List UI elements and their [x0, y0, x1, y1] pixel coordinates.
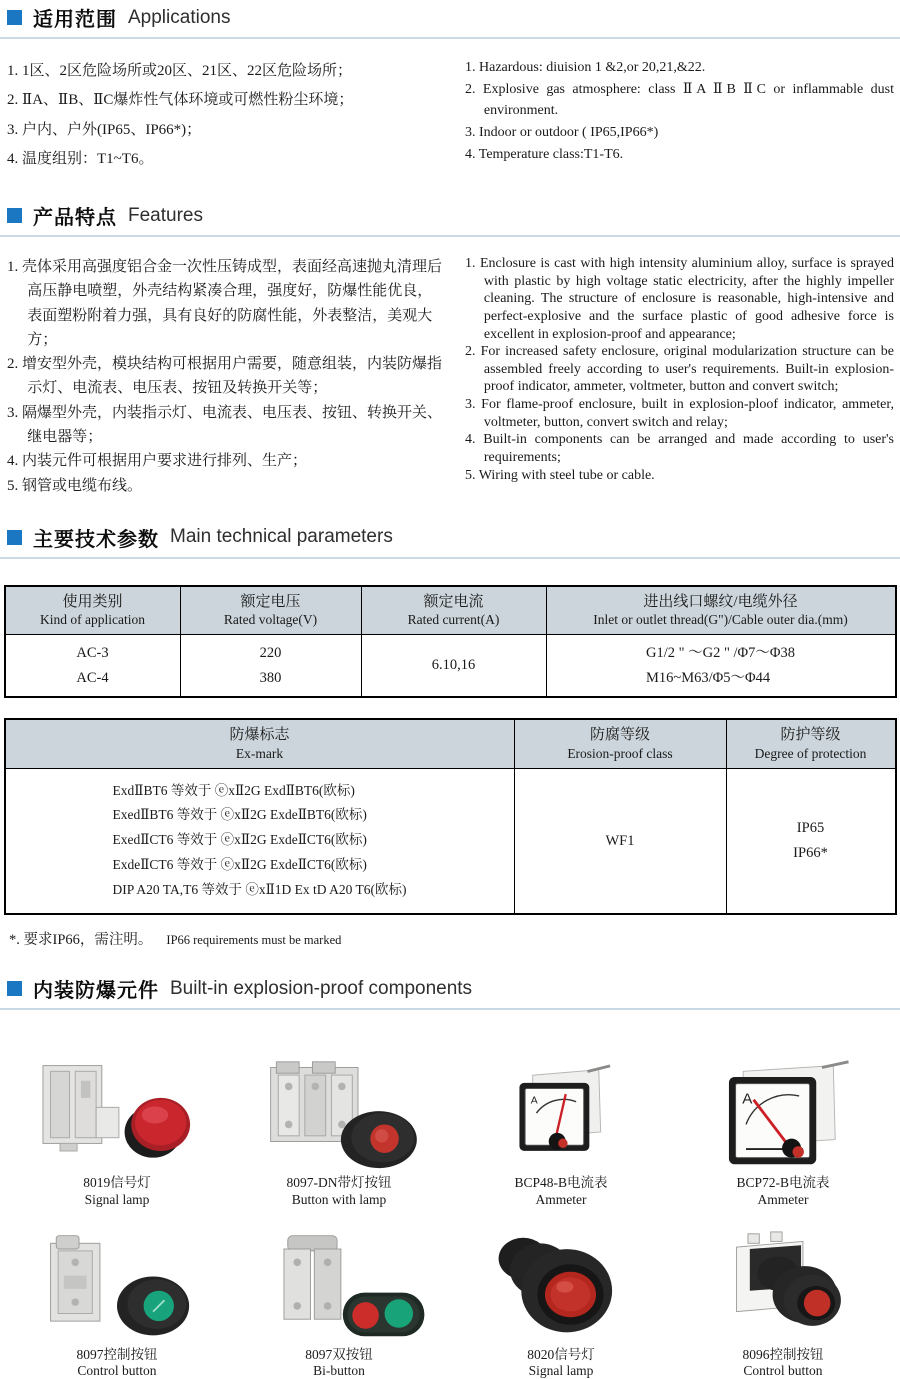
cell-value: AC-3 — [76, 645, 109, 662]
table-data-row — [5, 635, 896, 698]
list-item: 3. Indoor or outdoor ( IP65,IP66*) — [465, 125, 659, 141]
col-header-en: Rated current(A) — [407, 612, 500, 628]
features-list-en — [459, 255, 894, 498]
exmark-table-wrap — [0, 718, 900, 915]
col-header-en: Erosion-proof class — [567, 745, 673, 761]
product-name-zh: BCP72-B电流表 — [736, 1175, 830, 1191]
product-name-zh: 8019信号灯 — [83, 1175, 151, 1191]
product-name-en: Ammeter — [535, 1191, 587, 1207]
list-item: 2. Explosive gas atmosphere: class ⅡA ⅡB ⅡC or inflammable dust environment. — [465, 81, 894, 119]
table-data-row — [5, 768, 896, 914]
product-image-bcp72b-ammeter — [691, 1056, 876, 1172]
blue-square-bullet-icon — [7, 208, 22, 223]
list-item: 5. Wiring with steel tube or cable. — [465, 467, 655, 483]
meter-dial-letter: A — [530, 1095, 538, 1107]
product-image-8019-signal-lamp — [22, 1056, 212, 1172]
cell-value: 220 — [259, 645, 282, 662]
product-name-en: Control button — [77, 1362, 157, 1378]
product-name-zh: 8020信号灯 — [527, 1346, 595, 1362]
protection-cell — [726, 768, 896, 914]
list-item: 4. 内装元件可根据用户要求进行排列、生产； — [7, 453, 308, 470]
ammeter-icon — [691, 1058, 876, 1170]
product-image-8020-signal-lamp — [474, 1228, 649, 1344]
product-caption — [743, 1347, 824, 1379]
product-caption — [83, 1175, 151, 1207]
product-name-zh: 8097双按钮 — [305, 1346, 373, 1362]
list-item: 1. Hazardous: diuision 1 &2,or 20,21,&22. — [465, 60, 706, 75]
col-header — [726, 719, 896, 768]
cell-value: 6.10,16 — [431, 657, 476, 674]
list-item: 4. Temperature class:T1-T6. — [465, 146, 624, 162]
section-title-zh: 主要技术参数 — [33, 528, 159, 551]
footnote — [0, 915, 900, 949]
col-header-en: Degree of protection — [754, 745, 867, 761]
product-name-en: Button with lamp — [291, 1191, 387, 1207]
cell-value: IP66* — [793, 844, 828, 861]
col-header-zh: 进出线口螺纹/电缆外径 — [643, 593, 798, 610]
product-name-en: Signal lamp — [528, 1362, 594, 1378]
list-item: 4. Built-in components can be arranged and made according to user's requirements; — [465, 432, 894, 465]
application-cell — [5, 635, 181, 698]
col-header — [180, 586, 361, 635]
list-item: 3. 隔爆型外壳，内装指示灯、电流表、电压表、按钮、转换开关、继电器等； — [7, 404, 443, 446]
exmark-value: DIP A20 TA,T6 等效于 ⓔxⅡ1D Ex tD A20 T6(欧标) — [112, 882, 407, 898]
section-title-zh: 适用范围 — [33, 9, 117, 31]
list-item: 1. Enclosure is cast with high intensity aluminium alloy, surface is sprayed with plastic by high voltage static electricity, after the highly impeller cleaning. The structure of enclosure is reasonable, high-intensive and perfect-explosive and the surface plastic of good adhesive force is excellent in explosion-proof and appearance; — [465, 256, 894, 342]
list-item: 2. ⅡA、ⅡB、ⅡC爆炸性气体环境或可燃性粉尘环境； — [7, 92, 354, 109]
product-card — [452, 1056, 670, 1207]
ratings-table-wrap — [0, 585, 900, 698]
list-item: 4. 温度组别：T1~T6。 — [7, 150, 154, 167]
blue-square-bullet-icon — [7, 981, 22, 996]
col-header-zh: 防腐等级 — [589, 727, 650, 744]
table-header-row — [5, 586, 896, 635]
product-card — [674, 1056, 892, 1207]
section-title-en: Features — [128, 204, 203, 226]
col-header-en: Rated voltage(V) — [223, 612, 318, 628]
product-caption — [305, 1347, 373, 1379]
product-caption — [527, 1347, 595, 1379]
product-name-zh: 8097-DN带灯按钮 — [286, 1175, 392, 1191]
col-header — [514, 719, 726, 768]
product-card — [8, 1056, 226, 1207]
col-header-en: Kind of application — [40, 612, 145, 628]
col-header-en: Inlet or outlet thread(G")/Cable outer dia.(mm) — [593, 612, 848, 628]
product-caption — [514, 1175, 607, 1207]
bi-button-icon — [244, 1230, 434, 1342]
exmark-cell — [5, 768, 515, 914]
ratings-table — [4, 585, 897, 698]
cell-value: M16~M63/Φ5～Φ44 — [645, 669, 771, 686]
features-body — [0, 237, 900, 498]
button-with-lamp-icon — [244, 1058, 434, 1170]
applications-list-zh — [7, 57, 459, 174]
erosion-cell — [514, 768, 726, 914]
product-card — [674, 1228, 892, 1379]
list-item: 3. 户内、户外(IP65、IP66*)； — [7, 121, 202, 138]
signal-lamp-module-icon — [22, 1058, 212, 1170]
product-name-zh: BCP48-B电流表 — [514, 1175, 608, 1191]
product-card — [230, 1228, 448, 1379]
col-header-en: Ex-mark — [235, 745, 284, 761]
meter-dial-letter: A — [741, 1090, 752, 1108]
section-title-zh: 内装防爆元件 — [33, 980, 159, 1003]
col-header-zh: 使用类别 — [62, 593, 123, 610]
list-item: 5. 钢管或电缆布线。 — [7, 477, 143, 494]
section-header-applications — [0, 0, 900, 39]
product-image-8096-control-button — [691, 1228, 876, 1344]
product-card — [452, 1228, 670, 1379]
col-header-zh: 防爆标志 — [229, 727, 290, 744]
cell-value: IP65 — [796, 820, 825, 837]
list-item: 1. 1区、2区危险场所或20区、21区、22区危险场所； — [7, 63, 353, 79]
col-header-zh: 防护等级 — [780, 727, 841, 744]
product-name-en: Bi-button — [313, 1362, 365, 1378]
current-cell — [361, 635, 546, 698]
product-name-en: Control button — [743, 1362, 823, 1378]
product-card — [8, 1228, 226, 1379]
applications-list-en — [459, 57, 894, 174]
col-header-zh: 额定电压 — [240, 593, 301, 610]
components-grid — [0, 1010, 900, 1379]
blue-square-bullet-icon — [7, 10, 22, 25]
section-header-features — [0, 198, 900, 237]
list-item: 1. 壳体采用高强度铝合金一次性压铸成型，表面经高速抛丸清理后高压静电喷塑，外壳结构紧凑合理，强度好，防爆性能优良，表面塑粉附着力强，具有良好的防腐性能，外表整洁，美观大方； — [7, 259, 443, 348]
product-name-zh: 8096控制按钮 — [742, 1346, 824, 1362]
product-caption — [736, 1175, 829, 1207]
section-header-components — [0, 971, 900, 1010]
list-item: 2. For increased safety enclosure, original modularization structure can be assembled freely according to user's requirements. Built-in explosion-proof indicator, ammeter, voltmeter, button and convert switch; — [465, 344, 894, 395]
control-button-icon — [22, 1230, 212, 1342]
cell-value: G1/2 " ～G2 " /Φ7～Φ38 — [645, 645, 796, 662]
col-header — [5, 586, 181, 635]
product-name-en: Signal lamp — [84, 1191, 150, 1207]
exmark-value: ExedⅡCT6 等效于 ⓔxⅡ2G ExdeⅡCT6(欧标) — [112, 832, 367, 848]
exmark-table — [4, 718, 897, 915]
product-image-8097dn-button-with-lamp — [244, 1056, 434, 1172]
section-title-en: Applications — [128, 6, 231, 28]
product-card — [230, 1056, 448, 1207]
footnote-zh: *. 要求IP66，需注明。 — [9, 932, 153, 949]
features-list-zh — [7, 255, 459, 498]
product-name-en: Ammeter — [757, 1191, 809, 1207]
section-title-en: Main technical parameters — [170, 526, 393, 548]
product-caption — [77, 1347, 158, 1379]
col-header — [5, 719, 515, 768]
cell-value: 380 — [259, 669, 282, 686]
list-item: 2. 增安型外壳，模块结构可根据用户需要，随意组装，内装防爆指示灯、电流表、电压表、按钮及转换开关等； — [7, 356, 443, 397]
thread-cell — [546, 635, 896, 698]
applications-body — [0, 39, 900, 174]
col-header — [361, 586, 546, 635]
product-image-8097-bi-button — [244, 1228, 434, 1344]
section-header-parameters — [0, 520, 900, 559]
list-item: 3. For flame-proof enclosure, built in explosion-ploof indicator, ammeter, voltmeter, button, convert switch and relay; — [465, 397, 894, 430]
product-image-bcp48b-ammeter — [476, 1056, 646, 1172]
exmark-value: ExedⅡBT6 等效于 ⓔxⅡ2G ExdeⅡBT6(欧标) — [112, 807, 367, 823]
voltage-cell — [180, 635, 361, 698]
col-header-zh: 额定电流 — [423, 593, 484, 610]
table-header-row — [5, 719, 896, 768]
cell-value: WF1 — [605, 832, 635, 849]
product-name-zh: 8097控制按钮 — [76, 1346, 158, 1362]
product-caption — [287, 1175, 392, 1207]
signal-lamp-icon — [474, 1230, 649, 1342]
blue-square-bullet-icon — [7, 530, 22, 545]
section-title-zh: 产品特点 — [33, 207, 117, 229]
exmark-value: ExdeⅡCT6 等效于 ⓔxⅡ2G ExdeⅡCT6(欧标) — [112, 857, 367, 873]
control-button-icon — [691, 1230, 876, 1342]
ammeter-icon — [476, 1058, 646, 1170]
product-image-8097-control-button — [22, 1228, 212, 1344]
footnote-en: IP66 requirements must be marked — [166, 933, 342, 948]
cell-value: AC-4 — [76, 669, 109, 686]
col-header — [546, 586, 896, 635]
exmark-value: ExdⅡBT6 等效于 ⓔxⅡ2G ExdⅡBT6(欧标) — [112, 782, 355, 798]
section-title-en: Built-in explosion-proof components — [170, 977, 473, 999]
